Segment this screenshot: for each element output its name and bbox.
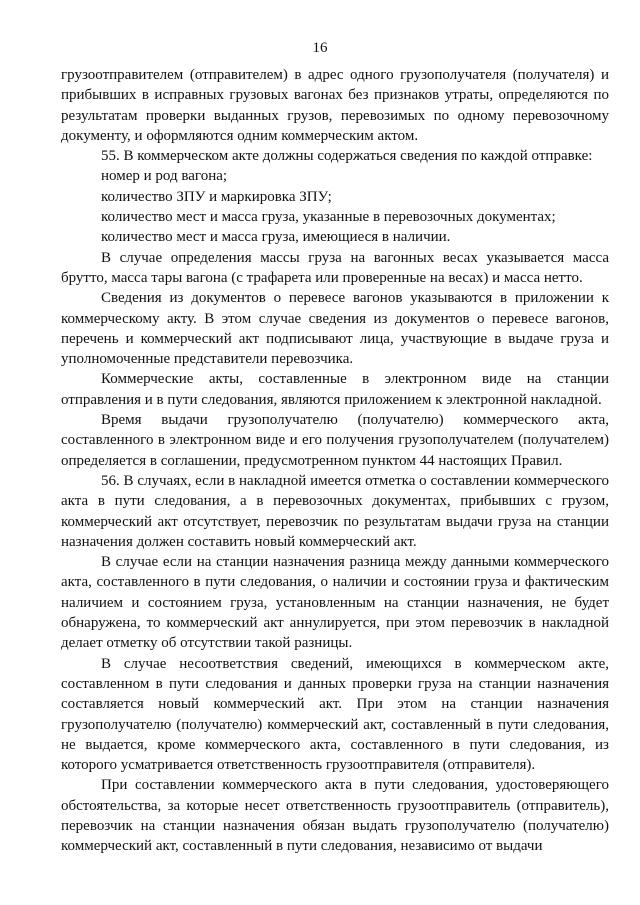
paragraph-continuation: грузоотправителем (отправителем) в адрес одного грузополучателя (получателя) и прибывших в исправных грузовых вагонах без признаков утраты, определяются по результатам проверки выданных грузов, перевозимых по одному перевозочному документу, и оформляются одним коммерческим актом. [61, 67, 609, 144]
list-item-documented-cargo: количество мест и масса груза, указанные в перевозочных документах; [101, 209, 556, 226]
paragraph-reweighing: Сведения из документов о перевесе вагонов указываются в приложении к коммерческому акту. В этом случае сведения из документов о перевесе вагонов, перечень и коммерческий акт подписывают лица, участвующие в выдаче груза и уполномоченные представители перевозчика. [61, 290, 609, 368]
paragraph-55: 55. В коммерческом акте должны содержаться сведения по каждой отправке: [101, 148, 593, 165]
paragraph-weighing: В случае определения массы груза на вагонных весах указывается масса брутто, масса тары вагона (с трафарета или проверенные на весах) и масса нетто. [61, 249, 609, 286]
paragraph-shipper-liability: При составлении коммерческого акта в пути следования, удостоверяющего обстоятельства, за которые несет ответственность грузоотправитель (отправитель), перевозчик на станции назначения обязан выдать грузополучателю (получателю) коммерческий акт, составленный в пути следования, независимо от выдачи [61, 777, 609, 855]
list-item-actual-cargo: количество мест и масса груза, имеющиеся в наличии. [101, 229, 451, 246]
paragraph-56: 56. В случаях, если в накладной имеется отметка о составлении коммерческого акта в пути следования, а в перевозочных документах, прибывших с грузом, коммерческий акт отсутствует, перевозчик по результатам выдачи груза на станции назначения должен составить новый коммерческий акт. [61, 472, 609, 550]
page-number: 16 [312, 40, 328, 56]
paragraph-electronic-acts: Коммерческие акты, составленные в электронном виде на станции отправления и в пути следования, являются приложением к электронной накладной. [61, 371, 609, 408]
body-text [61, 65, 609, 857]
paragraph-issue-time: Время выдачи грузополучателю (получателю) коммерческого акта, составленного в электронном виде и его получения грузополучателем (получателем) определяется в соглашении, предусмотренном пунктом 44 настоящих Правил. [61, 412, 609, 469]
paragraph-mismatch: В случае несоответствия сведений, имеющихся в коммерческом акте, составленном в пути следования и данных проверки груза на станции назначения составляется новый коммерческий акт. При этом на станции назначения грузополучателю (получателю) коммерческий акт, составленный в пути следования, не выдается, кроме коммерческого акта, составленного в пути следования, из которого усматривается ответственность грузоотправителя (отправителя). [61, 655, 609, 774]
list-item-zpu: количество ЗПУ и маркировка ЗПУ; [101, 188, 332, 205]
list-item-wagon-number: номер и род вагона; [101, 168, 228, 185]
paragraph-annulment: В случае если на станции назначения разница между данными коммерческого акта, составленного в пути следования, о наличии и состоянии груза и фактическим наличием и состоянием груза, установленным на станции назначения, не будет обнаружена, то коммерческий акт аннулируется, при этом перевозчик в накладной делает отметку об отсутствии такой разницы. [61, 554, 609, 652]
